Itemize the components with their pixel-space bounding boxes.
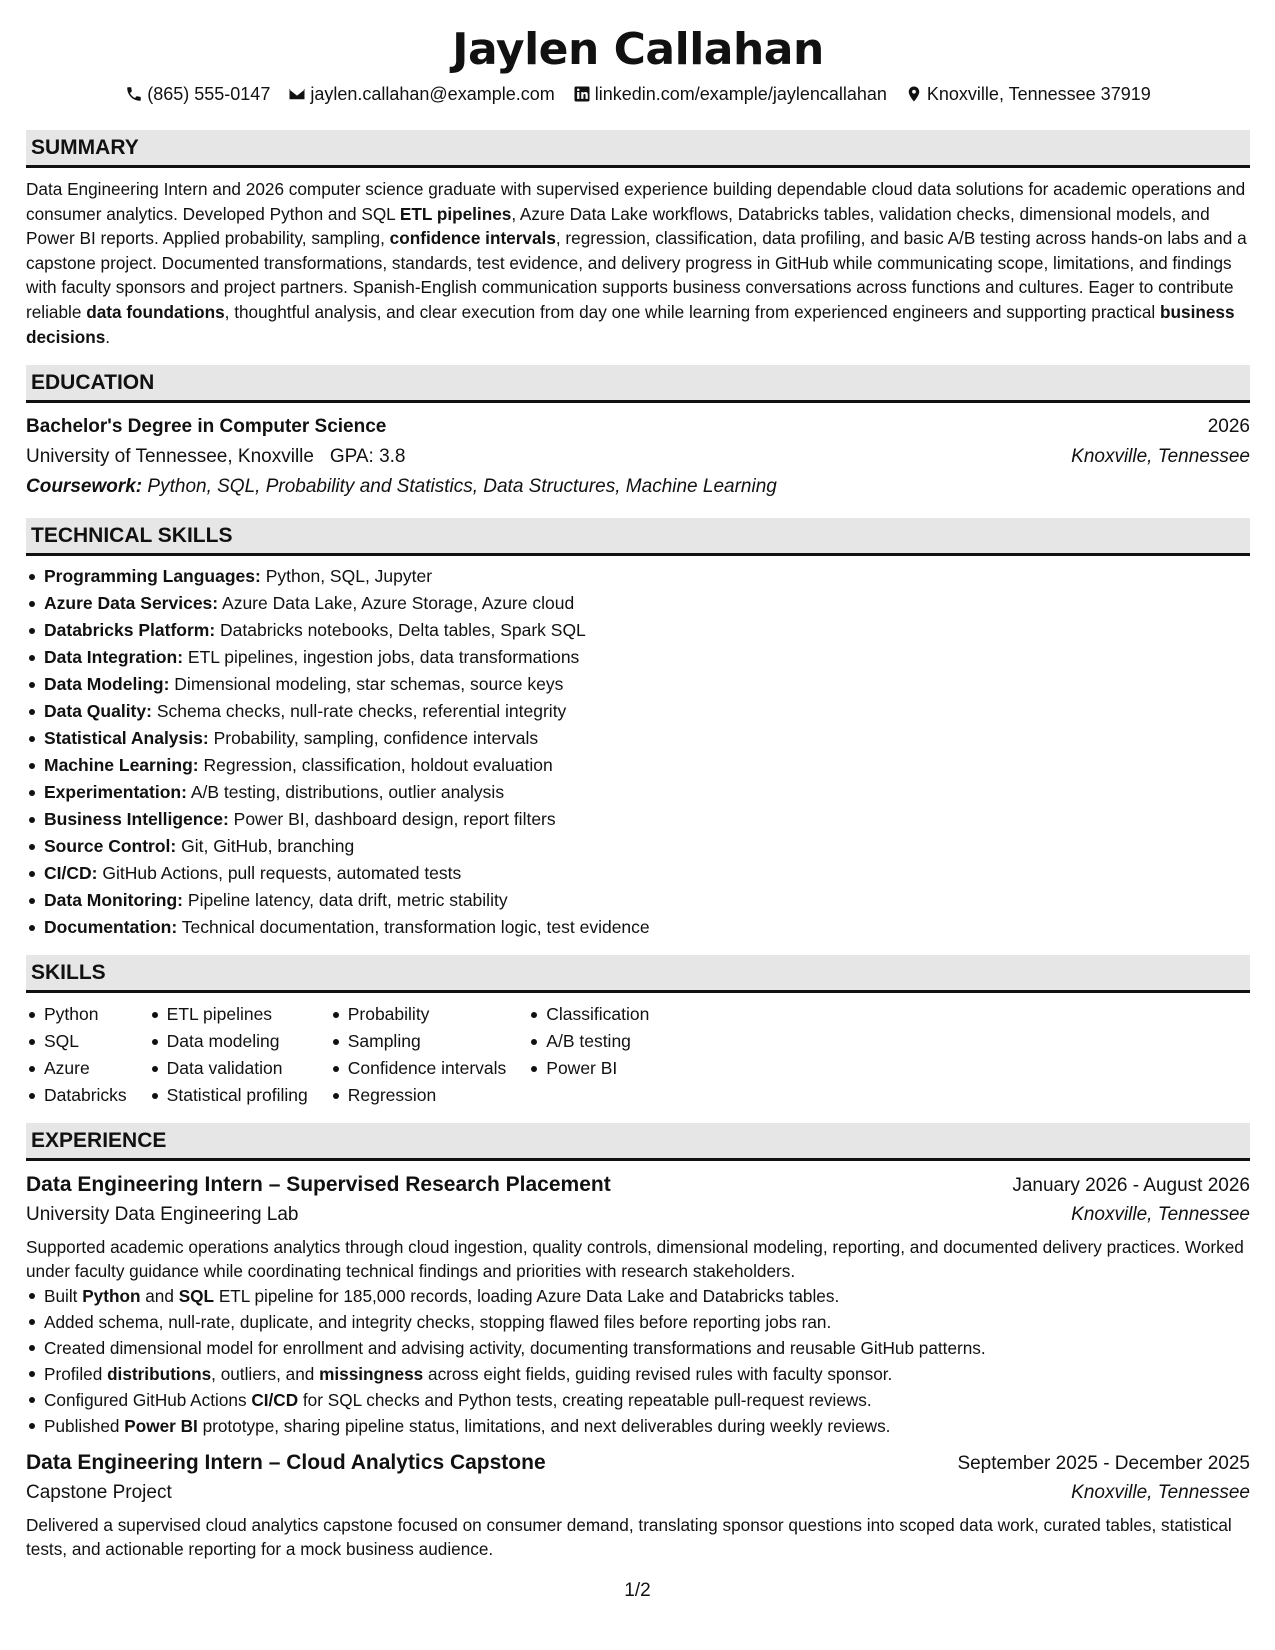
job-description: Delivered a supervised cloud analytics capstone focused on consumer demand, translating sponsor questions into scoped data work, curated tables, statistical tests, and actionable reporting for a mock business audience. — [26, 1515, 1232, 1560]
linkedin-text[interactable]: linkedin.com/example/jaylencallahan — [594, 84, 887, 104]
gpa: GPA: 3.8 — [329, 446, 406, 468]
location-text: Knoxville, Tennessee 37919 — [926, 84, 1151, 104]
list-item: Added schema, null-rate, duplicate, and integrity checks, stopping flawed files before reporting jobs ran. — [26, 1309, 1250, 1335]
skills-column — [26, 1001, 127, 1109]
list-item: Data validation — [149, 1055, 308, 1082]
list-item: Created dimensional model for enrollment and advising activity, documenting transformations and reusable GitHub patterns. — [26, 1335, 1250, 1361]
school-and-gpa — [26, 442, 406, 472]
list-item: A/B testing — [528, 1028, 649, 1055]
school-location: Knoxville, Tennessee — [1071, 446, 1250, 468]
list-item: Azure — [26, 1055, 127, 1082]
list-item: Documentation: Technical documentation, transformation logic, test evidence — [26, 914, 1250, 941]
list-item: ETL pipelines — [149, 1001, 308, 1028]
list-item: Configured GitHub Actions CI/CD for SQL checks and Python tests, creating repeatable pull-request reviews. — [26, 1387, 1250, 1413]
coursework-label: Coursework: — [26, 476, 143, 498]
job-header — [26, 1449, 1250, 1478]
contact-bar — [26, 82, 1250, 106]
experience-heading: EXPERIENCE — [26, 1123, 1250, 1161]
list-item: Experimentation: A/B testing, distributions, outlier analysis — [26, 779, 1250, 806]
list-item: Data Monitoring: Pipeline latency, data drift, metric stability — [26, 887, 1250, 914]
list-item: Statistical Analysis: Probability, sampling, confidence intervals — [26, 725, 1250, 752]
list-item: Source Control: Git, GitHub, branching — [26, 833, 1250, 860]
job-location: Knoxville, Tennessee — [1071, 1482, 1250, 1504]
list-item: Confidence intervals — [330, 1055, 507, 1082]
job-org-row — [26, 1200, 1250, 1230]
email-text[interactable]: jaylen.callahan@example.com — [310, 84, 555, 104]
linkedin-icon — [573, 85, 591, 103]
list-item: Data modeling — [149, 1028, 308, 1055]
list-item: Business Intelligence: Power BI, dashboard design, report filters — [26, 806, 1250, 833]
list-item: Machine Learning: Regression, classification, holdout evaluation — [26, 752, 1250, 779]
list-item: Databricks — [26, 1082, 127, 1109]
skills-column — [149, 1001, 308, 1109]
list-item: Databricks Platform: Databricks notebooks, Delta tables, Spark SQL — [26, 617, 1250, 644]
list-item: Data Quality: Schema checks, null-rate checks, referential integrity — [26, 698, 1250, 725]
technical-skills-heading: TECHNICAL SKILLS — [26, 518, 1250, 556]
job-entry — [26, 1171, 1250, 1439]
list-item: SQL — [26, 1028, 127, 1055]
candidate-name: Jaylen Callahan — [452, 24, 824, 75]
list-item: Azure Data Services: Azure Data Lake, Azure Storage, Azure cloud — [26, 590, 1250, 617]
list-item: Statistical profiling — [149, 1082, 308, 1109]
page-number: 1/2 — [624, 1580, 651, 1601]
contact-linkedin[interactable] — [573, 82, 887, 106]
phone-text: (865) 555-0147 — [147, 84, 271, 104]
education-heading: EDUCATION — [26, 365, 1250, 403]
list-item: Built Python and SQL ETL pipeline for 185,000 records, loading Azure Data Lake and Databricks tables. — [26, 1283, 1250, 1309]
list-item: Python — [26, 1001, 127, 1028]
envelope-icon — [288, 85, 306, 103]
list-item: Regression — [330, 1082, 507, 1109]
contact-email[interactable] — [288, 82, 554, 106]
education-entry — [26, 403, 1250, 442]
list-item: Classification — [528, 1001, 649, 1028]
summary-text: Data Engineering Intern and 2026 computer science graduate with supervised experience building dependable cloud data solutions for academic operations and consumer analytics. Developed Python and SQL ETL pipelines, Azure Data Lake workflows, Databricks tables, validation checks, dimensional models, and Power BI reports. Applied probability, sampling, confidence intervals, regression, classification, data profiling, and basic A/B testing across hands-on labs and a capstone project. Documented transformations, standards, test evidence, and delivery progress in GitHub while communicating scope, limitations, and findings with faculty sponsors and project partners. Spanish-English communication supports business conversations across functions and cultures. Eager to contribute reliable data foundations, thoughtful analysis, and clear execution from day one while learning from experienced engineers and supporting practical business decisions. — [26, 179, 1247, 347]
coursework-line — [26, 472, 1250, 502]
job-org: University Data Engineering Lab — [26, 1204, 299, 1226]
summary-heading: SUMMARY — [26, 130, 1250, 168]
coursework-list: Python, SQL, Probability and Statistics, Data Structures, Machine Learning — [147, 476, 777, 498]
skills-column — [330, 1001, 507, 1109]
job-description: Supported academic operations analytics through cloud ingestion, quality controls, dimensional modeling, reporting, and documented delivery practices. Worked under faculty guidance while coordinating technical findings and priorities with research stakeholders. — [26, 1237, 1244, 1282]
list-item: Programming Languages: Python, SQL, Jupyter — [26, 563, 1250, 590]
job-location: Knoxville, Tennessee — [1071, 1204, 1250, 1226]
phone-icon — [125, 85, 143, 103]
list-item: Data Integration: ETL pipelines, ingestion jobs, data transformations — [26, 644, 1250, 671]
list-item: Sampling — [330, 1028, 507, 1055]
job-bullets — [26, 1283, 1250, 1439]
list-item: Probability — [330, 1001, 507, 1028]
list-item: Data Modeling: Dimensional modeling, star schemas, source keys — [26, 671, 1250, 698]
technical-skills-list — [26, 563, 1250, 941]
job-title: Data Engineering Intern – Supervised Research Placement — [26, 1173, 611, 1197]
job-org-row — [26, 1478, 1250, 1508]
skills-heading: SKILLS — [26, 955, 1250, 993]
map-pin-icon — [905, 85, 923, 103]
school-name: University of Tennessee, Knoxville — [26, 446, 314, 468]
job-title: Data Engineering Intern – Cloud Analytics Capstone — [26, 1451, 546, 1475]
list-item: CI/CD: GitHub Actions, pull requests, automated tests — [26, 860, 1250, 887]
list-item: Published Power BI prototype, sharing pipeline status, limitations, and next deliverables during weekly reviews. — [26, 1413, 1250, 1439]
education-school-row — [26, 442, 1250, 472]
job-dates: January 2026 - August 2026 — [1012, 1175, 1250, 1197]
job-org: Capstone Project — [26, 1482, 172, 1504]
list-item: Power BI — [528, 1055, 649, 1082]
contact-location — [905, 82, 1151, 106]
skills-grid — [26, 1001, 1250, 1109]
contact-phone — [125, 82, 270, 106]
job-header — [26, 1171, 1250, 1200]
job-entry — [26, 1449, 1250, 1561]
graduation-year: 2026 — [1207, 416, 1250, 438]
job-dates: September 2025 - December 2025 — [957, 1453, 1250, 1475]
degree-title: Bachelor's Degree in Computer Science — [26, 416, 387, 438]
skills-column — [528, 1001, 649, 1109]
resume-page — [26, 22, 1250, 1561]
list-item: Profiled distributions, outliers, and missingness across eight fields, guiding revised rules with faculty sponsor. — [26, 1361, 1250, 1387]
